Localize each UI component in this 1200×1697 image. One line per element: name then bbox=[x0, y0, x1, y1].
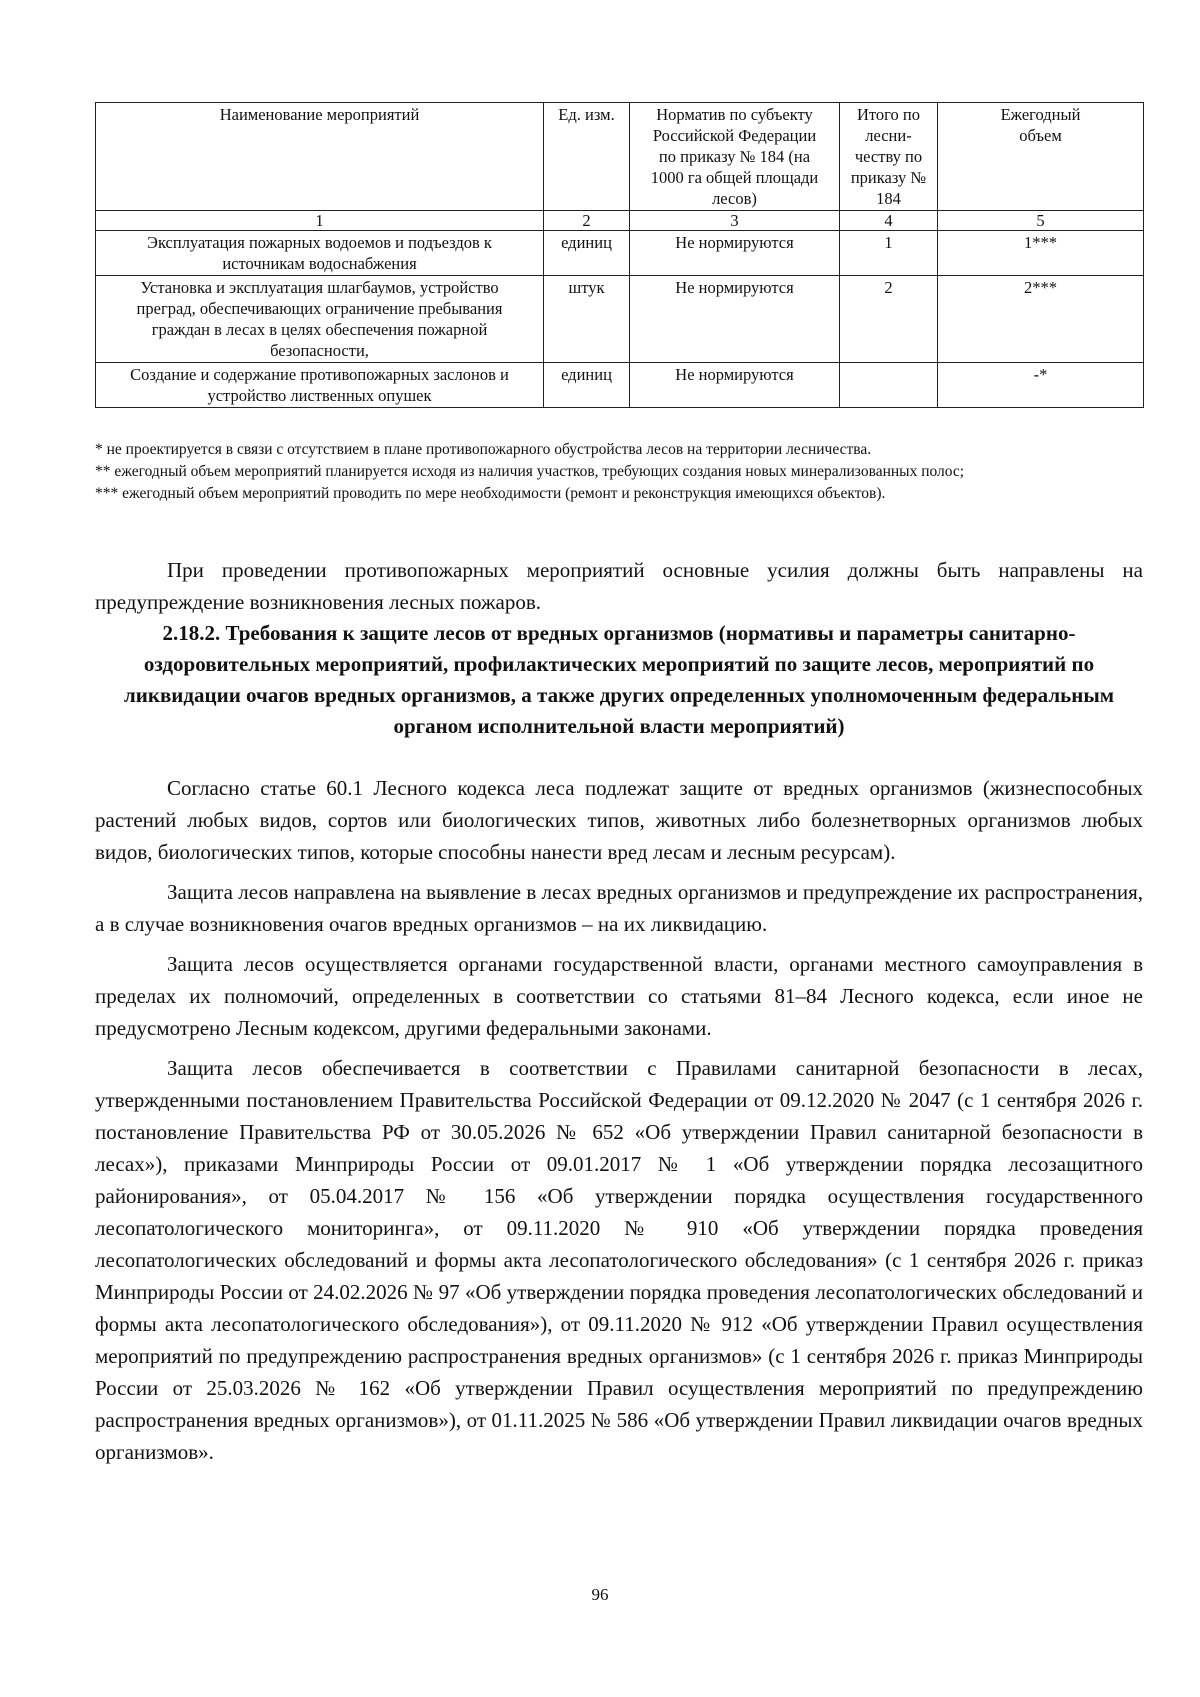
measures-table bbox=[95, 102, 1144, 408]
row-norm: Не нормируются bbox=[630, 276, 840, 363]
column-number: 1 bbox=[96, 211, 544, 231]
row-name: Создание и содержание противопожарных заслонов и устройство лиственных опушек bbox=[96, 363, 544, 408]
row-unit: единиц bbox=[544, 231, 630, 276]
paragraph: Согласно статье 60.1 Лесного кодекса леса подлежат защите от вредных организмов (жизнеспособных растений любых видов, сортов или биологических типов, животных либо болезнетворных организмов любых видов, биологических типов, которые способны нанести вред лесам и лесным ресурсам). bbox=[95, 776, 1143, 864]
table-row bbox=[96, 276, 1144, 363]
table-row bbox=[96, 363, 1144, 408]
table-header-row bbox=[96, 103, 1144, 211]
row-norm: Не нормируются bbox=[630, 231, 840, 276]
header-annual: Ежегодный объем bbox=[938, 103, 1144, 211]
paragraph: Защита лесов обеспечивается в соответствии с Правилами санитарной безопасности в лесах, утвержденными постановлением Правительства Российской Федерации от 09.12.2020 № 2047 (с 1 сентября 2026 г. постановление Правительства РФ от 30.05.2026 № 652 «Об утверждении Правил санитарной безопасности в лесах»), приказами Минприроды России от 09.01.2017 № 1 «Об утверждении порядка лесозащитного районирования», от 05.04.2017 № 156 «Об утверждении порядка осуществления государственного лесопатологического мониторинга», от 09.11.2020 № 910 «Об утверждении порядка проведения лесопатологических обследований и формы акта лесопатологического обследования» (с 1 сентября 2026 г. приказ Минприроды России от 24.02.2026 № 97 «Об утверждении порядка проведения лесопатологических обследований и формы акта лесопатологического обследования»), от 09.11.2020 № 912 «Об утверждении Правил осуществления мероприятий по предупреждению распространения вредных организмов» (с 1 сентября 2026 г. приказ Минприроды России от 25.03.2026 № 162 «Об утверждении Правил осуществления мероприятий по предупреждению распространения вредных организмов»), от 01.11.2025 № 586 «Об утверждении Правил ликвидации очагов вредных организмов». bbox=[95, 1056, 1143, 1464]
row-name: Эксплуатация пожарных водоемов и подъездов к источникам водоснабжения bbox=[96, 231, 544, 276]
page-number: 96 bbox=[591, 1585, 609, 1604]
row-unit: единиц bbox=[544, 363, 630, 408]
section-heading: 2.18.2. Требования к защите лесов от вредных организмов (нормативы и параметры санитарно-оздоровительных мероприятий, профилактических мероприятий по защите лесов, мероприятий по ликвидации очагов вредных организмов, а также других определенных уполномоченным федеральным органом исполнительной власти мероприятий) bbox=[123, 621, 1115, 738]
footnote: *** ежегодный объем мероприятий проводить по мере необходимости (ремонт и реконструкция имеющихся объектов). bbox=[95, 485, 886, 502]
row-total bbox=[840, 363, 938, 408]
column-number: 2 bbox=[544, 211, 630, 231]
column-number: 3 bbox=[630, 211, 840, 231]
row-unit: штук bbox=[544, 276, 630, 363]
column-number: 5 bbox=[938, 211, 1144, 231]
paragraph: Защита лесов направлена на выявление в лесах вредных организмов и предупреждение их распространения, а в случае возникновения очагов вредных организмов – на их ликвидацию. bbox=[95, 880, 1143, 936]
column-number-row bbox=[96, 211, 1144, 231]
table-row bbox=[96, 231, 1144, 276]
row-annual: 2*** bbox=[938, 276, 1144, 363]
header-name: Наименование мероприятий bbox=[96, 103, 544, 211]
column-number: 4 bbox=[840, 211, 938, 231]
row-name: Установка и эксплуатация шлагбаумов, устройство преград, обеспечивающих ограничение пребывания граждан в лесах в целях обеспечения пожарной безопасности, bbox=[96, 276, 544, 363]
paragraph: Защита лесов осуществляется органами государственной власти, органами местного самоуправления в пределах их полномочий, определенных в соответствии со статьями 81–84 Лесного кодекса, если иное не предусмотрено Лесным кодексом, другими федеральными законами. bbox=[95, 952, 1143, 1040]
table-footnotes bbox=[95, 440, 1143, 506]
row-annual: 1*** bbox=[938, 231, 1144, 276]
footnote: * не проектируется в связи с отсутствием в плане противопожарного обустройства лесов на территории лесничества. bbox=[95, 441, 872, 458]
intro-paragraph: При проведении противопожарных мероприятий основные усилия должны быть направлены на предупреждение возникновения лесных пожаров. bbox=[95, 558, 1143, 614]
header-total: Итого по лесни-честву по приказу № 184 bbox=[840, 103, 938, 211]
header-unit: Ед. изм. bbox=[544, 103, 630, 211]
section-body bbox=[95, 772, 1143, 1468]
footnote: ** ежегодный объем мероприятий планируется исходя из наличия участков, требующих создания новых минерализованных полос; bbox=[95, 463, 965, 480]
row-total: 1 bbox=[840, 231, 938, 276]
row-annual: -* bbox=[938, 363, 1144, 408]
intro-block bbox=[95, 554, 1143, 618]
row-norm: Не нормируются bbox=[630, 363, 840, 408]
header-norm: Норматив по субъекту Российской Федерации по приказу № 184 (на 1000 га общей площади лесов) bbox=[630, 103, 840, 211]
row-total: 2 bbox=[840, 276, 938, 363]
